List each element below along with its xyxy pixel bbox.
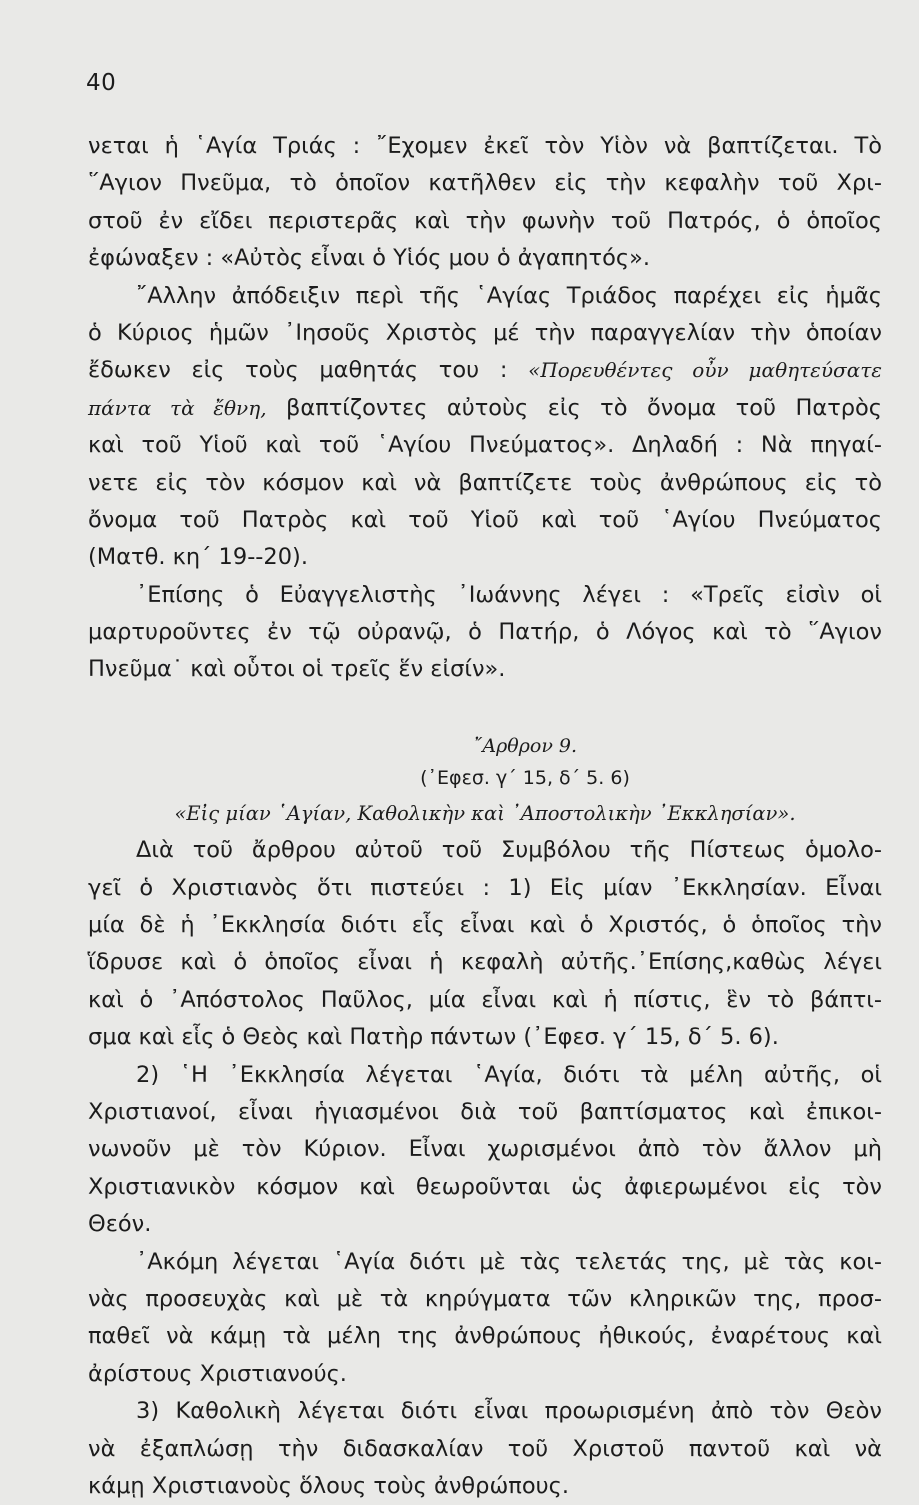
text-line: παθεῖ νὰ κάμῃ τὰ μέλη της ἀνθρώπους ἠθικούς, ἐναρέτους καὶ [88, 1323, 882, 1350]
page-number: 40 [86, 70, 117, 96]
text-line: Πνεῦμα˙ καὶ οὗτοι οἱ τρεῖς ἕν εἰσίν». [88, 656, 506, 683]
text-line: ἵδρυσε καὶ ὁ ὁποῖος εἶναι ἡ κεφαλὴ αὐτῆς.᾿Επίσης,καθὼς λέγει [88, 949, 882, 976]
text-line: καὶ τοῦ Υἱοῦ καὶ τοῦ ῾Αγίου Πνεύματος». Δηλαδή : Νὰ πηγαί- [88, 432, 882, 459]
text-line: (Ματθ. κη΄ 19--20). [88, 544, 308, 571]
article-reference: (᾿Εφεσ. γ΄ 15, δ΄ 5. 6) [420, 766, 630, 789]
text-line: νωνοῦν μὲ τὸν Κύριον. Εἶναι χωρισμένοι ἀπὸ τὸν ἄλλον μὴ [88, 1136, 882, 1163]
text-line: ὄνομα τοῦ Πατρὸς καὶ τοῦ Υἱοῦ καὶ τοῦ ῾Αγίου Πνεύματος [88, 506, 882, 533]
paragraph-4 [88, 832, 882, 1056]
text-line: γεῖ ὁ Χριστιανὸς ὅτι πιστεύει : 1) Εἰς μίαν ᾿Εκκλησίαν. Εἶναι [88, 874, 882, 901]
text-line [88, 352, 882, 389]
text-line: Χριστιανικὸν κόσμον καὶ θεωροῦνται ὡς ἀφιερωμένοι εἰς τὸν [88, 1173, 882, 1200]
text-line: κάμῃ Χριστιανοὺς ὅλους τοὺς ἀνθρώπους. [88, 1472, 569, 1499]
text-line: μία δὲ ἡ ᾿Εκκλησία διότι εἷς εἶναι καὶ ὁ Χριστός, ὁ ὁποῖος τὴν [88, 912, 882, 939]
text-line: Χριστιανοί, εἶναι ἡγιασμένοι διὰ τοῦ βαπτίσματος καὶ ἐπικοι- [88, 1098, 882, 1125]
text-line: νετε εἰς τὸν κόσμον καὶ νὰ βαπτίζετε τοὺς ἀνθρώπους εἰς τὸ [88, 469, 882, 496]
spacer [88, 689, 882, 731]
article-header [88, 731, 882, 832]
text-line: 2) ῾Η ᾿Εκκλησία λέγεται ῾Αγία, διότι τὰ μέλη αὐτῆς, οἱ [136, 1061, 882, 1088]
paragraph-2 [88, 278, 882, 577]
text-line: καὶ ὁ ᾿Απόστολος Παῦλος, μία εἶναι καὶ ἡ πίστις, ἓν τὸ βάπτι- [88, 986, 882, 1013]
paragraph-5 [88, 1057, 882, 1244]
text-line: νὰ ἐξαπλώσῃ τὴν διδασκαλίαν τοῦ Χριστοῦ παντοῦ καὶ νὰ [88, 1435, 882, 1462]
text-line: ἐφώναξεν : «Αὐτὸς εἶναι ὁ Υἱός μου ὁ ἀγαπητός». [88, 245, 650, 272]
text-line: Θεόν. [88, 1211, 152, 1238]
paragraph-7 [88, 1393, 882, 1505]
text-line: ᾿Ακόμη λέγεται ῾Αγία διότι μὲ τὰς τελετάς της, μὲ τὰς κοι- [136, 1248, 882, 1275]
article-heading: ῎Αρθρον 9. [472, 734, 578, 757]
text-run: βαπτίζοντες αὐτοὺς εἰς τὸ ὄνομα τοῦ Πατρὸς [266, 394, 882, 421]
scripture-quote: πάντα τὰ ἔθνη, [88, 395, 267, 420]
paragraph-6 [88, 1244, 882, 1394]
paragraph-1 [88, 128, 882, 278]
scripture-quote: «Πορευθέντες οὖν μαθητεύσατε [528, 358, 882, 383]
text-run: ἔδωκεν εἰς τοὺς μαθητάς του : [88, 357, 529, 384]
text-line: ᾿Επίσης ὁ Εὐαγγελιστὴς ᾿Ιωάννης λέγει : «Τρεῖς εἰσὶν οἱ [136, 581, 882, 608]
text-line: νεται ἡ ῾Αγία Τριάς : ῎Εχομεν ἐκεῖ τὸν Υἱὸν νὰ βαπτίζεται. Τὸ [88, 133, 882, 159]
text-line: μαρτυροῦντες ἐν τῷ οὐρανῷ, ὁ Πατήρ, ὁ Λόγος καὶ τὸ ῞Αγιον [88, 619, 882, 646]
text-line [88, 390, 882, 427]
text-line: 3) Καθολικὴ λέγεται διότι εἶναι προωρισμένη ἀπὸ τὸν Θεὸν [136, 1398, 882, 1425]
text-line: ῞Αγιον Πνεῦμα, τὸ ὁποῖον κατῆλθεν εἰς τὴν κεφαλὴν τοῦ Χρι- [88, 170, 882, 197]
text-line: σμα καὶ εἷς ὁ Θεὸς καὶ Πατὴρ πάντων (᾿Εφεσ. γ΄ 15, δ΄ 5. 6). [88, 1024, 779, 1051]
text-line: στοῦ ἐν εἴδει περιστερᾶς καὶ τὴν φωνὴν τοῦ Πατρός, ὁ ὁποῖος [88, 207, 882, 234]
text-line: ὁ Κύριος ἡμῶν ᾿Ιησοῦς Χριστὸς μέ τὴν παραγγελίαν τὴν ὁποίαν [88, 319, 882, 346]
creed-quote: «Εἰς μίαν ῾Αγίαν, Καθολικὴν καὶ ᾿Αποστολικὴν ᾿Εκκλησίαν». [174, 801, 796, 825]
text-line: ῎Αλλην ἀπόδειξιν περὶ τῆς ῾Αγίας Τριάδος παρέχει εἰς ἡμᾶς [136, 282, 882, 309]
text-line: νὰς προσευχὰς καὶ μὲ τὰ κηρύγματα τῶν κληρικῶν της, προσ- [88, 1285, 882, 1312]
text-line: ἀρίστους Χριστιανούς. [88, 1360, 347, 1387]
text-line: Διὰ τοῦ ἄρθρου αὐτοῦ τοῦ Συμβόλου τῆς Πίστεως ὁμολο- [136, 837, 882, 864]
page-text [88, 128, 882, 1505]
paragraph-3 [88, 577, 882, 689]
